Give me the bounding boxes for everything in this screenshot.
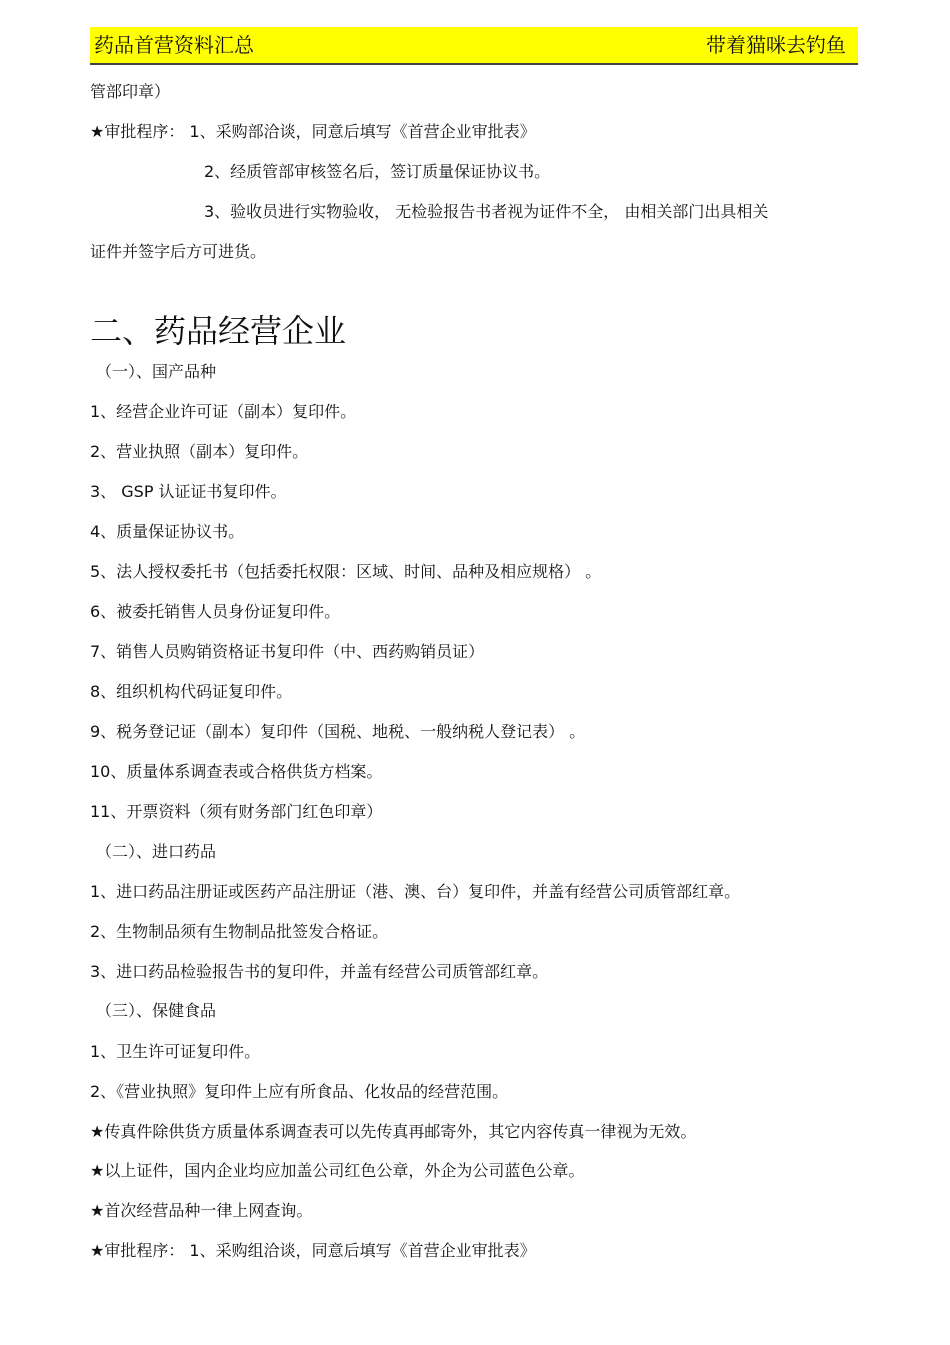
note-line: ★首次经营品种一律上网查询。 [90,1201,313,1220]
approval-step-3: 3、验收员进行实物验收， 无检验报告书者视为证件不全， 由相关部门出具相关 [204,202,769,221]
list-item: 3、进口药品检验报告书的复印件，并盖有经营公司质管部红章。 [90,962,549,981]
list-item: 11、开票资料（须有财务部门红色印章） [90,802,383,821]
header-author: 带着猫咪去钓鱼 [706,33,846,57]
page-header [90,27,858,65]
list-item: 10、质量体系调查表或合格供货方档案。 [90,762,383,781]
section-heading: 二、药品经营企业 [90,312,347,350]
list-item: 4、质量保证协议书。 [90,522,245,541]
list-item: 6、被委托销售人员身份证复印件。 [90,602,341,621]
list-item: 3、 GSP 认证证书复印件。 [90,482,287,501]
list-item: 2、《营业执照》复印件上应有所食品、化妆品的经营范围。 [90,1082,509,1101]
list-item: 5、法人授权委托书（包括委托权限：区域、时间、品种及相应规格） 。 [90,562,602,581]
list-item: 9、税务登记证（副本）复印件（国税、地税、一般纳税人登记表） 。 [90,722,586,741]
note-line: ★以上证件，国内企业均应加盖公司红色公章，外企为公司蓝色公章。 [90,1161,585,1180]
list-item: 2、营业执照（副本）复印件。 [90,442,309,461]
list-item: 1、卫生许可证复印件。 [90,1042,261,1061]
subsection-heading: （一）、国产品种 [96,362,217,381]
approval-procedure-line: ★审批程序： 1、采购部洽谈，同意后填写《首营企业审批表》 [90,122,536,141]
list-item: 8、组织机构代码证复印件。 [90,682,293,701]
list-item: 1、经营企业许可证（副本）复印件。 [90,402,357,421]
subsection-heading: （二）、进口药品 [96,842,217,861]
approval-procedure-line: ★审批程序： 1、采购组洽谈，同意后填写《首营企业审批表》 [90,1241,536,1260]
approval-step-2: 2、经质管部审核签名后，签订质量保证协议书。 [204,162,551,181]
list-item: 2、生物制品须有生物制品批签发合格证。 [90,922,389,941]
subsection-heading: （三）、保健食品 [96,1001,217,1020]
header-title: 药品首营资料汇总 [94,33,254,57]
list-item: 1、进口药品注册证或医药产品注册证（港、澳、台）复印件，并盖有经营公司质管部红章。 [90,882,741,901]
list-item: 7、销售人员购销资格证书复印件（中、西药购销员证） [90,642,485,661]
approval-step-3-cont: 证件并签字后方可进货。 [90,242,267,261]
note-line: ★传真件除供货方质量体系调查表可以先传真再邮寄外，其它内容传真一律视为无效。 [90,1122,697,1141]
text-line: 管部印章） [90,82,171,101]
